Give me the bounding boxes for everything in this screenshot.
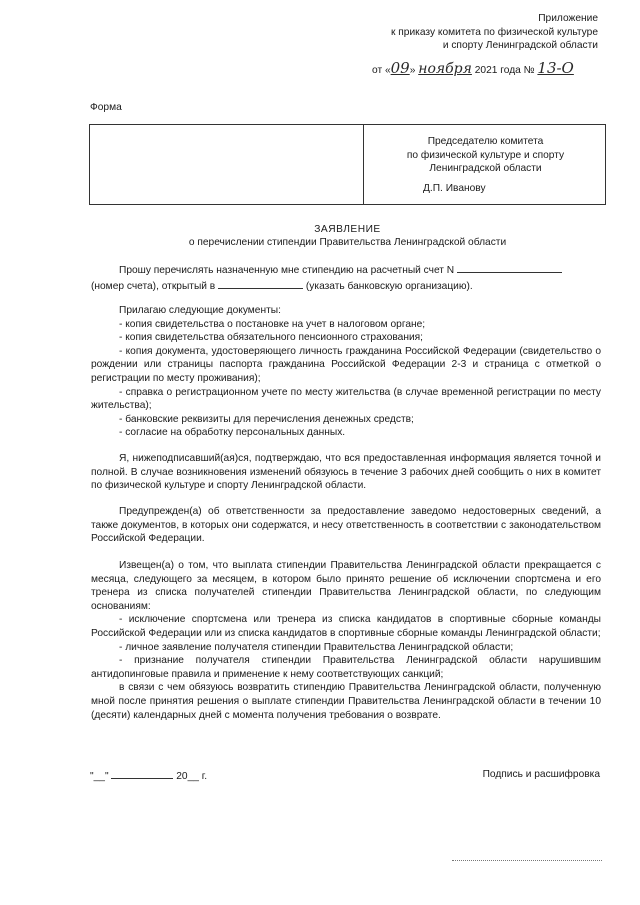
document-subtitle: о перечислении стипендии Правительства Ленинградской области bbox=[188, 237, 507, 248]
documents-item: - согласие на обработку персональных данных. bbox=[119, 427, 346, 439]
request-block bbox=[91, 262, 601, 293]
footer-date-year: 20__ г. bbox=[176, 771, 208, 782]
footer-date bbox=[90, 768, 207, 784]
order-date-line bbox=[372, 59, 604, 78]
bottom-dotted-rule bbox=[452, 860, 602, 861]
addressee-line-1: Председателю комитета bbox=[427, 136, 544, 147]
form-label: Форма bbox=[90, 102, 122, 113]
documents-block bbox=[91, 304, 601, 440]
addressee-line-2: по физической культуре и спорту bbox=[406, 149, 565, 161]
addressee-name: Д.П. Иванову bbox=[423, 183, 486, 194]
notified-item: в связи с чем обязуюсь возвратить стипендию Правительства Ленинградской области, полученную мной после принятия решения о выплате стипендии Правительства Ленинградской области в течении 10 (десяти) календарных дней с момента получения требования о возврате. bbox=[91, 682, 601, 721]
signature-label: Подпись и расшифровка bbox=[482, 769, 600, 780]
documents-intro: Прилагаю следующие документы: bbox=[119, 305, 281, 316]
handwritten-order-number: 13-О bbox=[537, 59, 574, 77]
request-line-1 bbox=[91, 262, 601, 278]
header-block bbox=[300, 12, 598, 53]
documents-item: - банковские реквизиты для перечисления денежных средств; bbox=[119, 413, 414, 425]
request-text-1: Прошу перечислять назначенную мне стипендию на расчетный счет N bbox=[119, 265, 455, 276]
account-number-blank bbox=[457, 262, 562, 273]
warned-paragraph: Предупрежден(а) об ответственности за предоставление заведомо недостоверных сведений, а также документов, в которых они содержатся, и несу ответственность в соответствии с законодательством Российской Федерации. bbox=[91, 506, 601, 545]
footer-date-day: "__" bbox=[90, 771, 109, 782]
notified-intro: Извещен(а) о том, что выплата стипендии Правительства Ленинградской области прекращается с месяца, следующего за месяцем, в котором было принято решение об исключении спортсмена и его тренера из списка получателей стипендии Правительства Ленинградской области, по следующим основаниям: bbox=[91, 560, 601, 612]
notified-item: - личное заявление получателя стипендии Правительства Ленинградской области; bbox=[119, 641, 514, 653]
handwritten-day: 09 bbox=[390, 59, 410, 77]
bank-blank bbox=[218, 278, 303, 289]
date-year: 2021 года № bbox=[474, 65, 535, 76]
documents-item: - копия свидетельства о постановке на учет в налоговом органе; bbox=[119, 318, 426, 330]
addressee-cell bbox=[364, 135, 607, 176]
date-prefix: от « bbox=[372, 65, 391, 76]
header-line-3: и спорту Ленинградской области bbox=[442, 40, 598, 52]
notified-block bbox=[91, 559, 601, 722]
date-mid: » bbox=[409, 65, 416, 76]
notified-item: - признание получателя стипендии Правительства Ленинградской области нарушившим антидопинговые правила и применение к нему соответствующих санкций; bbox=[91, 655, 601, 680]
addressee-table bbox=[89, 124, 606, 205]
footer-date-month-blank bbox=[111, 768, 173, 779]
document-title: ЗАЯВЛЕНИЕ bbox=[314, 224, 381, 235]
documents-item: - справка о регистрационном учете по месту жительства (в случае временной регистрации по месту жительства); bbox=[91, 386, 601, 412]
request-text-2a: (номер счета), открытый в bbox=[91, 280, 216, 292]
request-line-2 bbox=[91, 278, 601, 294]
confirm-paragraph: Я, нижеподписавший(ая)ся, подтверждаю, что вся предоставленная информация является точной и полной. В случае возникновения изменений обязуюсь в течение 3 рабочих дней сообщить о них в комитет по физической культуре и спорту Ленинградской области. bbox=[91, 453, 601, 492]
notified-item: - исключение спортсмена или тренера из списка кандидатов в спортивные сборные команды Российской Федерации или из списка кандидатов в спортивные сборные команды Ленинградской области; bbox=[91, 614, 601, 639]
documents-item: - копия свидетельства обязательного пенсионного страхования; bbox=[119, 332, 424, 344]
addressee-line-3: Ленинградской области bbox=[429, 163, 542, 175]
request-text-2b: (указать банковскую организацию). bbox=[305, 280, 473, 292]
header-line-2: к приказу комитета по физической культуре bbox=[391, 26, 598, 38]
handwritten-month: ноября bbox=[418, 61, 472, 77]
documents-item: - копия документа, удостоверяющего личность гражданина Российской Федерации (свидетельство о рождении или страницы паспорта гражданина Российской Федерации 2-3 и страница с отметкой о регистрации по месту проживания); bbox=[91, 345, 601, 384]
header-line-1: Приложение bbox=[538, 13, 598, 24]
